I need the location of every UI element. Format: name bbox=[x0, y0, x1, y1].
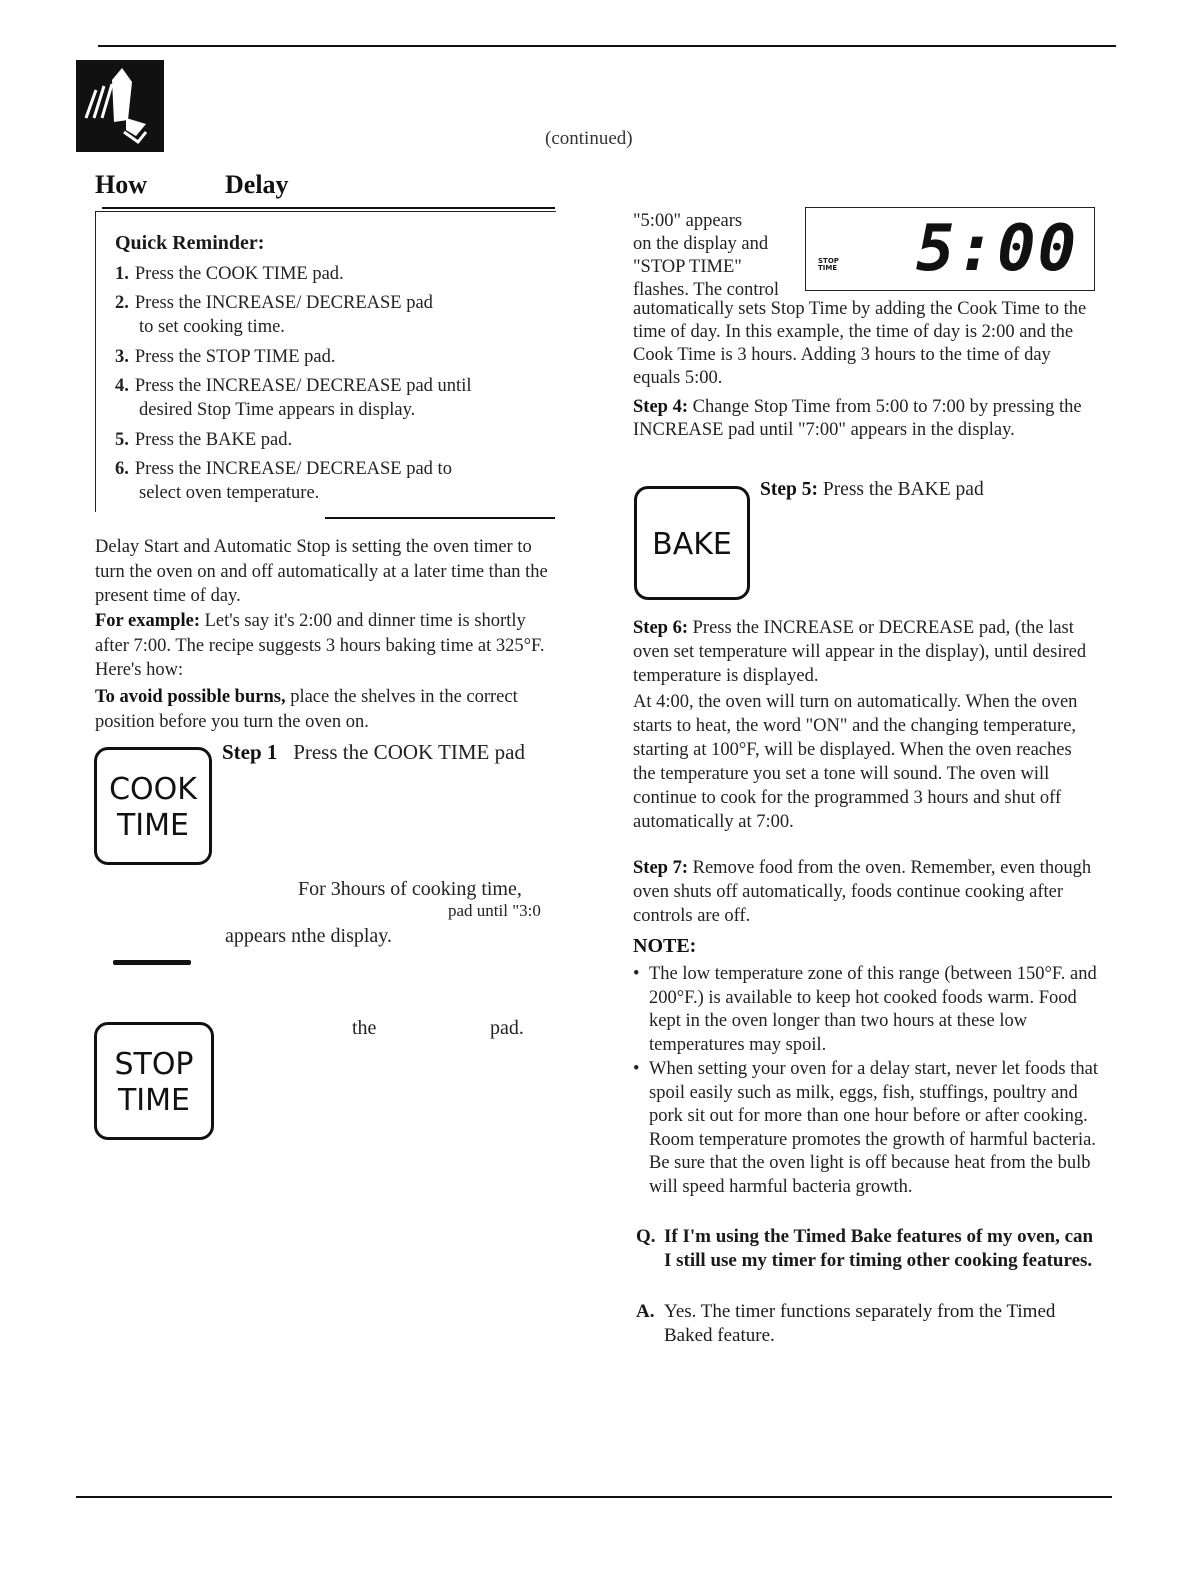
example-paragraph: For example: Let's say it's 2:00 and dinner time is shortly after 7:00. The recipe suggests 3 hours baking time at 325°F. Here's how: bbox=[95, 611, 545, 680]
stop-time-indicator: STOP TIME bbox=[818, 257, 839, 272]
reminder-item: 6. Press the INCREASE/ DECREASE pad to select oven temperature. bbox=[115, 459, 452, 503]
page-title-left: How bbox=[95, 170, 147, 199]
step1-text: Step 1 Press the COOK TIME pad bbox=[222, 740, 525, 764]
avoid-burns-paragraph: To avoid possible burns, place the shelves in the correct position before you turn the oven on. bbox=[95, 687, 518, 732]
reminder-item: 5. Press the BAKE pad. bbox=[115, 430, 293, 450]
fragment-pad: pad. bbox=[490, 1017, 524, 1039]
heading-underline bbox=[102, 207, 555, 209]
fragment-cook-time: For 3hours of cooking time, bbox=[298, 878, 522, 900]
reminder-item: 1. Press the COOK TIME pad. bbox=[115, 264, 344, 284]
fragment-pad-until: pad until "3:0 bbox=[448, 901, 541, 920]
step5-text: Step 5: Press the BAKE pad bbox=[760, 479, 984, 500]
step7-paragraph: Step 7: Remove food from the oven. Remember, even though oven shuts off automatically, foods continue cooking after controls are off. bbox=[633, 858, 1092, 926]
cook-time-keypad[interactable]: COOK TIME bbox=[94, 747, 212, 865]
display-caption: "5:00" appears on the display and "STOP TIME" flashes. The control bbox=[633, 211, 780, 300]
top-rule bbox=[98, 45, 1116, 47]
auto-on-paragraph: At 4:00, the oven will turn on automatically. When the oven starts to heat, the word "ON" and the changing temperature, starting at 100°F, will be displayed. When the oven reaches the temperature you set a tone will sound. The oven will continue to cook for the programmed 3 hours and shut off automatically at 7:00. bbox=[633, 692, 1078, 832]
answer: A. Yes. The timer functions separately from the Timed Baked feature. bbox=[636, 1301, 1056, 1346]
oven-display bbox=[805, 207, 1095, 291]
reminder-bottom-rule bbox=[325, 517, 555, 519]
note-bullet: • When setting your oven for a delay start, never let foods that spoil easily such as milk, eggs, fish, stuffings, poultry and pork sit out for more than one hour before or after cooking. Room temperature promotes the growth of harmful bacteria. Be sure that the oven light is off because heat from the bulb will speed harmful bacteria growth. bbox=[633, 1059, 1098, 1197]
fragment-the: the bbox=[352, 1017, 377, 1039]
quick-reminder-title: Quick Reminder: bbox=[115, 232, 265, 254]
continued-label: (continued) bbox=[545, 128, 633, 149]
display-readout: 5:00 bbox=[916, 212, 1079, 286]
bottom-rule bbox=[76, 1496, 1112, 1498]
small-divider bbox=[113, 960, 191, 965]
question: Q. If I'm using the Timed Bake features of my oven, can I still use my timer for timing other cooking features. bbox=[636, 1226, 1094, 1271]
page-title-right: Delay bbox=[225, 170, 289, 199]
step6-paragraph: Step 6: Press the INCREASE or DECREASE pad, (the last oven set temperature will appear in the display), until desired temperature is displayed. bbox=[633, 618, 1087, 686]
stop-time-keypad[interactable]: STOP TIME bbox=[94, 1022, 214, 1140]
intro-paragraph: Delay Start and Automatic Stop is setting the oven timer to turn the oven on and off automatically at a later time than the present time of day. bbox=[95, 537, 548, 606]
fragment-appears: appears nthe display. bbox=[225, 925, 392, 947]
step4-paragraph: Step 4: Change Stop Time from 5:00 to 7:00 by pressing the INCREASE pad until "7:00" appears in the display. bbox=[633, 397, 1082, 440]
reminder-item: 2. Press the INCREASE/ DECREASE pad to set cooking time. bbox=[115, 293, 433, 337]
note-bullet: • The low temperature zone of this range (between 150°F. and 200°F.) is available to keep hot cooked foods warm. Food kept in the oven longer than two hours at these low temperatures may spoil. bbox=[633, 964, 1097, 1055]
hand-press-icon bbox=[76, 60, 164, 152]
display-explanation: automatically sets Stop Time by adding the Cook Time to the time of day. In this example, the time of day is 2:00 and the Cook Time is 3 hours. Adding 3 hours to the time of day equals 5:00. bbox=[633, 299, 1087, 388]
reminder-item: 4. Press the INCREASE/ DECREASE pad until desired Stop Time appears in display. bbox=[115, 376, 472, 420]
note-label: NOTE: bbox=[633, 935, 697, 957]
bake-keypad[interactable]: BAKE bbox=[634, 486, 750, 600]
reminder-item: 3. Press the STOP TIME pad. bbox=[115, 347, 336, 367]
